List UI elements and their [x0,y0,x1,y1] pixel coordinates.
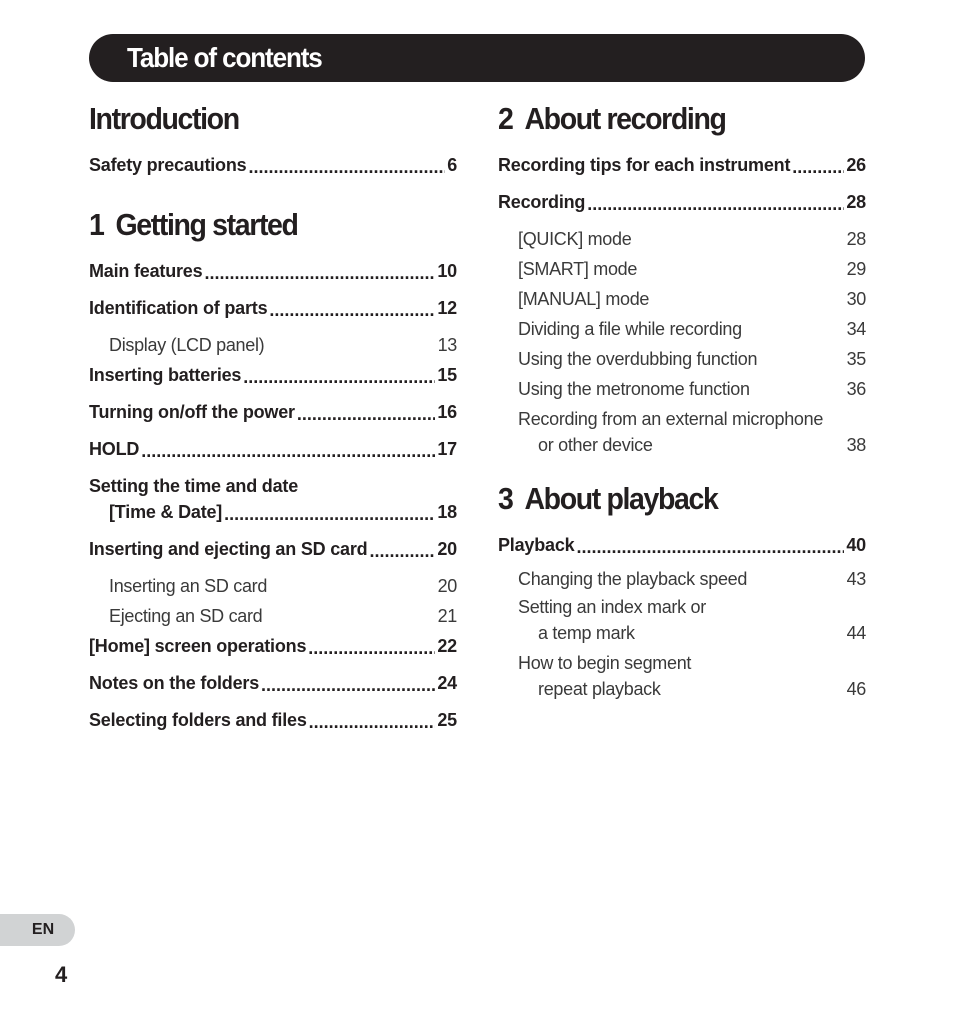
dot-leader [744,332,845,342]
toc-entry-overdubbing-function[interactable] [498,346,866,372]
dot-leader [266,348,435,358]
entry-label-line1: Setting the time and date [89,476,299,496]
entry-page: 43 [846,569,866,589]
toc-entry-inserting-batteries[interactable] [89,362,457,388]
chapter-number: 1 [89,207,104,242]
entry-label: Identification of parts [89,298,268,318]
entry-label: Recording [498,192,586,212]
entry-label: Turning on/off the power [89,402,295,422]
toc-entry-quick-mode[interactable] [498,226,866,252]
section-title-about-recording [498,100,837,138]
entry-label: Using the metronome function [518,379,750,399]
entry-label: Dividing a file while recording [518,319,742,339]
entry-label: Inserting and ejecting an SD card [89,539,368,559]
dot-leader [269,589,435,599]
dot-leader [264,619,435,629]
entry-page: 10 [437,261,457,281]
toc-entry-metronome-function[interactable] [498,376,866,402]
entry-label: Notes on the folders [89,673,260,693]
toc-entry-display-lcd-panel[interactable] [89,332,457,358]
entry-label: [Home] screen operations [89,636,307,656]
entry-page: 25 [437,710,457,730]
entry-page: 34 [846,319,866,339]
entry-label: Changing the playback speed [518,569,748,589]
entry-label: [MANUAL] mode [518,289,650,309]
entry-page: 12 [437,298,457,318]
toc-title: Table of contents [127,42,322,73]
dot-leader [297,407,436,425]
entry-page: 30 [846,289,866,309]
toc-entry-turning-on-off-power[interactable] [89,399,457,425]
toc-entry-smart-mode[interactable] [498,256,866,282]
entry-page: 28 [846,229,866,249]
entry-label: Recording tips for each instrument [498,155,791,175]
entry-label: Selecting folders and files [89,710,307,730]
about-playback-entries [498,532,866,702]
dot-leader [792,160,844,178]
dot-leader [749,582,845,592]
entry-label-line1: How to begin segment [518,653,692,673]
section-title-getting-started [89,206,428,244]
chapter-title: About recording [524,101,726,136]
toc-entry-playback-speed[interactable] [498,566,866,592]
entry-label-line2: a temp mark [538,623,635,643]
entry-page: 21 [437,606,457,626]
toc-entry-playback[interactable] [498,532,866,558]
introduction-entries [89,152,457,178]
entry-label: [QUICK] mode [518,229,632,249]
toc-entry-dividing-file[interactable] [498,316,866,342]
dot-leader [759,362,844,372]
chapter-title: Getting started [115,207,298,242]
entry-label-line1: Recording from an external microphone [518,409,824,429]
section-title-about-playback [498,480,837,518]
dot-leader [309,715,436,733]
left-column [89,100,457,744]
entry-label-line2: or other device [538,435,653,455]
entry-page: 13 [437,335,457,355]
entry-continuation [498,620,866,646]
toc-entry-hold[interactable] [89,436,457,462]
dot-leader [248,160,445,178]
entry-label: Using the overdubbing function [518,349,758,369]
entry-label: HOLD [89,439,140,459]
entry-label: Inserting an SD card [109,576,268,596]
toc-entry-inserting-sd-card[interactable] [89,573,457,599]
entry-page: 35 [846,349,866,369]
dot-leader [261,678,435,696]
toc-entry-inserting-ejecting-sd-card[interactable] [89,536,457,562]
toc-entry-recording[interactable] [498,189,866,215]
toc-entry-recording-tips[interactable] [498,152,866,178]
entry-page: 46 [846,679,866,699]
toc-entry-external-microphone[interactable] [498,406,866,458]
chapter-number: 3 [498,481,513,516]
chapter-title: About playback [524,481,718,516]
entry-page: 16 [437,402,457,422]
about-recording-entries [498,152,866,458]
dot-leader [224,507,435,525]
dot-leader [243,370,435,388]
toc-entry-manual-mode[interactable] [498,286,866,312]
entry-label: Playback [498,535,575,555]
entry-label: Safety precautions [89,155,247,175]
entry-continuation [89,499,457,525]
dot-leader [651,302,844,312]
toc-entry-segment-repeat[interactable] [498,650,866,702]
toc-entry-home-screen-operations[interactable] [89,633,457,659]
toc-banner [89,34,865,82]
entry-label-line2: repeat playback [538,679,661,699]
entry-label: Inserting batteries [89,365,242,385]
chapter-number: 2 [498,101,513,136]
entry-page: 26 [846,155,866,175]
toc-entry-notes-on-folders[interactable] [89,670,457,696]
entry-continuation [498,676,866,702]
entry-page: 38 [846,435,866,455]
toc-entry-main-features[interactable] [89,258,457,284]
entry-page: 15 [437,365,457,385]
dot-leader [637,636,845,646]
toc-entry-index-mark[interactable] [498,594,866,646]
dot-leader [141,444,435,462]
page-number: 4 [55,962,68,987]
dot-leader [655,448,845,458]
dot-leader [308,641,435,659]
entry-page: 20 [437,539,457,559]
entry-page: 40 [846,535,866,555]
entry-page: 28 [846,192,866,212]
entry-page: 24 [437,673,457,693]
toc-entry-safety-precautions[interactable] [89,152,457,178]
entry-page: 20 [437,576,457,596]
entry-label: Display (LCD panel) [109,335,265,355]
entry-page: 36 [846,379,866,399]
dot-leader [204,266,435,284]
entry-page: 18 [437,502,457,522]
getting-started-entries [89,258,457,733]
entry-label-line1: Setting an index mark or [518,597,706,617]
entry-page: 29 [846,259,866,279]
right-column [498,100,866,706]
toc-entry-selecting-folders-files[interactable] [89,707,457,733]
entry-page: 6 [447,155,457,175]
dot-leader [633,242,844,252]
language-tab: EN [0,914,75,946]
dot-leader [587,197,844,215]
dot-leader [663,692,845,702]
section-title-introduction: Introduction [89,101,239,136]
dot-leader [369,544,435,562]
toc-entry-ejecting-sd-card[interactable] [89,603,457,629]
entry-page: 44 [846,623,866,643]
entry-label: Ejecting an SD card [109,606,263,626]
dot-leader [752,392,845,402]
entry-label: Main features [89,261,203,281]
entry-label-line2: [Time & Date] [109,502,223,522]
dot-leader [639,272,844,282]
entry-page: 22 [437,636,457,656]
entry-page: 17 [437,439,457,459]
dot-leader [576,540,844,558]
toc-entry-identification-of-parts[interactable] [89,295,457,321]
dot-leader [269,303,435,321]
toc-entry-setting-time-and-date[interactable] [89,473,457,525]
entry-label: [SMART] mode [518,259,638,279]
entry-continuation [498,432,866,458]
